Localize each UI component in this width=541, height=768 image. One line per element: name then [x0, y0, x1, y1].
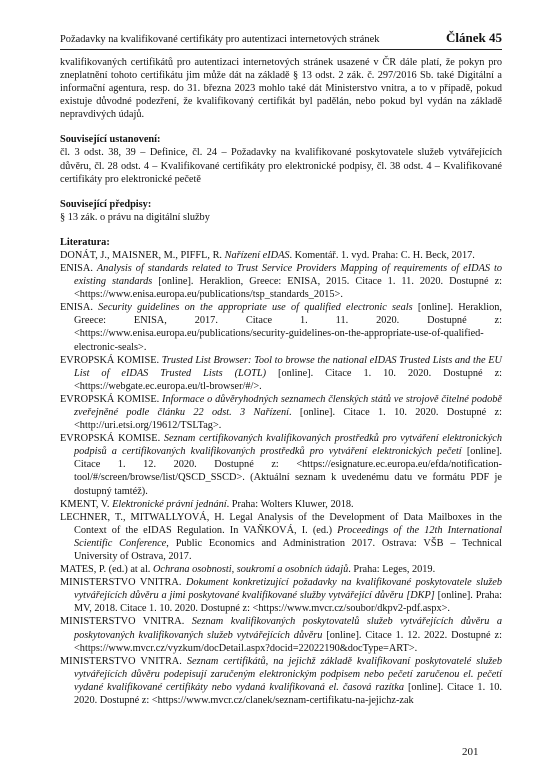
related-provisions-text: čl. 3 odst. 38, 39 – Definice, čl. 24 – Požadavky na kvalifikované poskytovatele služeb vytvářejících důvěru, čl. 28 odst. 4 – Kvalifikované certifikáty pro elektronické podpisy, čl. 38 odst. 4 – Kvalifikované certifikáty pro elektronické pečetě: [60, 147, 502, 185]
reference-item: EVROPSKÁ KOMISE. Seznam certifikovaných kvalifikovaných prostředků pro vytváření elektronických podpisů a certifikovaných kvalifikovaných prostředků pro vytváření elektronických pečetí [online]. Citace 1. 12. 2020. Dostupné z: <https://esignature.ec.europa.eu/efda/notification-tool/#/screen/browse/list/QSCD_SSCD>. (Aktuální seznam k uvedenému datu ve formátu PDF je dostupný tamtéž).: [60, 433, 502, 497]
reference-item: EVROPSKÁ KOMISE. Informace o důvěryhodných seznamech členských států ve strojově čitelné podobě zveřejněné podle článku 22 odst. 3 Nařízení. [online]. Citace 1. 10. 2020. Dostupné z: <http://uri.etsi.org/19612/TSLTag>.: [60, 393, 502, 432]
reference-item: LECHNER, T., MITWALLYOVÁ, H. Legal Analysis of the Development of Data Mailboxes in the Context of the eIDAS Regulation. In VAŇKOVÁ, I. (ed.) Proceedings of the 12th International Scientific Conference, Public Economics and Administration 2017. Ostrava: VŠB – Technical University of Ostrava, 2017.: [60, 511, 503, 562]
reference-item: MATES, P. (ed.) at al. Ochrana osobnosti, soukromí a osobních údajů. Praha: Leges, 2019.: [60, 564, 436, 576]
literature-heading: Literatura:: [60, 236, 110, 248]
reference-item: ENISA. Security guidelines on the appropriate use of qualified electronic seals [online]. Heraklion, Greece: ENISA, 2017. Citace 1. 11. 2020. Dostupné z: <https://www.enisa.europa.eu/publications/security-guidelines-on-the-appropriate-use-of-qualified-electronic-seals>.: [60, 302, 502, 353]
reference-item: MINISTERSTVO VNITRA. Dokument konkretizující požadavky na kvalifikované poskytovatele služeb vytvářejících důvěru a jimi poskytované kvalifikované služby vytvářející důvěru [DKP] [online]. Praha: MV, 2018. Citace 1. 10. 2020. Dostupné z: <https://www.mvcr.cz/soubor/dkpv2-pdf.aspx>.: [60, 577, 502, 615]
reference-item: MINISTERSTVO VNITRA. Seznam certifikátů, na jejichž základě kvalifikovaní poskytovatelé služeb vytvářejících důvěru podepisují zaručeným elektronickým podpisem nebo pečetí zaručenou el. pečetí vydané kvalifikované certifikáty nebo vydaná kvalifikovaná el. časová razítka [online]. Citace 1. 10. 2020. Dostupné z: <https://www.mvcr.cz/clanek/seznam-certifikatu-na-jejichz-zak: [60, 655, 502, 707]
reference-item: KMENT, V. Elektronické právní jednání. Praha: Wolters Kluwer, 2018.: [60, 498, 354, 510]
reference-item: DONÁT, J., MAISNER, M., PIFFL, R. Nařízení eIDAS. Komentář. 1. vyd. Praha: C. H. Beck, 2017.: [60, 249, 475, 261]
body-paragraph: kvalifikovaných certifikátů pro autentizaci internetových stránek usazené v ČR dále platí, že pokyn pro zneplatnění tohoto certifikátu jim může dát na základě § 13 odst. 2 zák. č. 297/2016 Sb. také Digitální a informační agentura, resp. do 31. března 2023 mohlo také dát Ministerstvo vnitra, a to v případě, pokud existuje důvodné podezření, že kvalifikovaný certifikát byl padělán, nebo pokud byl vydán na základě nepravdivých údajů.: [60, 57, 502, 121]
header-title: Požadavky na kvalifikované certifikáty pro autentizaci internetových stránek: [60, 34, 380, 45]
related-regulations-heading: Související předpisy:: [60, 198, 152, 210]
reference-item: ENISA. Analysis of standards related to Trust Service Providers Mapping of requirements of eIDAS to existing standards [online]. Heraklion, Greece: ENISA, 2015. Citace 1. 11. 2020. Dostupné z: <https://www.enisa.europa.eu/publications/tsp_standards_2015>.: [60, 262, 503, 301]
related-provisions-heading: Související ustanovení:: [60, 134, 161, 146]
related-regulations-text: § 13 zák. o právu na digitální služby: [60, 211, 210, 223]
reference-item: MINISTERSTVO VNITRA. Seznam kvalifikovaných poskytovatelů služeb vytvářejících důvěru a poskytovaných kvalifikovaných služeb vytvářejících důvěru [online]. Citace 1. 12. 2022. Dostupné z: <https://www.mvcr.cz/vyzkum/docDetail.aspx?docid=22022190&doc​Type=ART>.: [60, 616, 502, 654]
running-header: [60, 30, 502, 50]
reference-item: EVROPSKÁ KOMISE. Trusted List Browser: Tool to browse the national eIDAS Trusted Lists and the EU List of eIDAS Trusted Lists (LOTL) [online]. Citace 1. 10. 2020. Dostupné z: <https://webgate.ec.europa.eu/tl-browser/#/>.: [60, 354, 502, 392]
article-number: Článek 45: [446, 30, 502, 45]
document-page: [60, 30, 502, 707]
page-number: 201: [462, 746, 479, 758]
literature-list: [60, 249, 502, 707]
